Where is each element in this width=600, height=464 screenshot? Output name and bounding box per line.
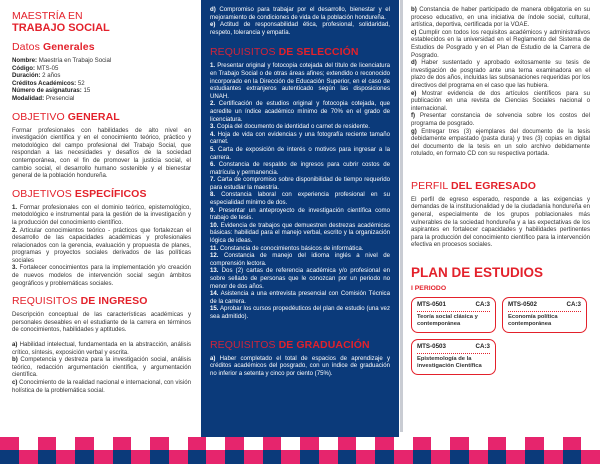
- course-name: Teoría social clásica y contemporánea: [417, 314, 478, 328]
- item-letter: a): [210, 354, 216, 362]
- item-letter: g): [411, 127, 417, 135]
- checker-square: [19, 437, 38, 450]
- checker-square: [244, 437, 263, 450]
- heading-light: OBJETIVOS: [12, 187, 75, 200]
- requisitos-graduacion-heading: [210, 339, 390, 351]
- item-number: 7.: [210, 176, 216, 184]
- datos-value: 15: [81, 87, 91, 95]
- checker-square: [169, 437, 188, 450]
- checker-square: [244, 450, 263, 464]
- item-number: 13.: [210, 267, 219, 275]
- requisito-graduacion-item: [411, 90, 590, 113]
- checker-square: [338, 450, 357, 464]
- item-number: 9.: [210, 206, 216, 214]
- item-letter: f): [411, 112, 416, 120]
- item-text: Constancia de respaldo de ingresos para cubrir costos de matrícula y permanencia.: [210, 161, 390, 176]
- item-number: 8.: [210, 191, 216, 199]
- heading-light: Datos: [12, 41, 43, 53]
- requisito-seleccion-item: [210, 176, 390, 191]
- checker-square: [319, 437, 338, 450]
- objetivo-general-text: Formar profesionales con habilidades de alto nivel en investigación científica y en el conocimiento teórico, práctico y metodológico del campo profesional del Trabajo Social, que respondan a las necesidades y desafíos de la sociedad contemporánea, con el fin de promover la justicia social, el cambio social, el desarrollo humano sostenible y el bienestar general de la población hondureña.: [12, 126, 191, 180]
- checker-square: [56, 450, 75, 464]
- item-text: Haber sustentado y aprobado exitosamente su tesis de investigación de posgrado ante una terna examinadora en el plazo de dos años, incluidas las subsanaciones requeridas por los directivos del programa en el caso que las hubiera.: [411, 59, 590, 89]
- checker-square: [206, 450, 225, 464]
- checker-square: [94, 437, 113, 450]
- heading-bold: DE GRADUACIÓN: [278, 338, 370, 351]
- heading-light: OBJETIVO: [12, 110, 68, 123]
- requisito-seleccion-item: [210, 191, 390, 206]
- course-credits: CA:3: [475, 343, 490, 351]
- item-text: Conocimiento de la realidad nacional e internacional, con visión holística de la problemática social.: [12, 379, 191, 394]
- item-number: 3.: [12, 264, 18, 272]
- checker-square: [394, 437, 413, 450]
- datos-item: [12, 72, 191, 80]
- datos-item: [12, 65, 191, 73]
- item-letter: c): [12, 379, 18, 386]
- requisito-seleccion-item: [210, 146, 390, 161]
- perfil-egresado-heading: [411, 180, 590, 192]
- checker-square: [338, 437, 357, 450]
- requisito-graduacion-item: [411, 6, 590, 29]
- item-number: 4.: [210, 130, 216, 138]
- requisito-seleccion-item: [210, 123, 390, 131]
- item-number: 5.: [210, 145, 216, 153]
- checker-square: [94, 450, 113, 464]
- checker-square: [300, 437, 319, 450]
- checker-square: [131, 450, 150, 464]
- course-credits: CA:3: [475, 301, 490, 309]
- item-number: 15.: [210, 305, 219, 313]
- item-text: Carta de compromiso sobre disponibilidad de tiempo requerido para estudiar la maestría.: [210, 176, 390, 191]
- item-text: Presentar original y fotocopia cotejada del título de licenciatura en Trabajo Social o de otras áreas afines; extendido o reconocido incorporado en la Dirección de Educación Superior, en el caso de estudiantes extranjeros autenticado según las disposiciones UNAH.: [210, 62, 390, 100]
- item-letter: c): [411, 28, 417, 36]
- title-line-1: MAESTRÍA EN: [12, 10, 83, 22]
- checker-square: [563, 437, 582, 450]
- checker-square: [488, 437, 507, 450]
- item-number: 3.: [210, 123, 216, 131]
- checker-square: [469, 437, 488, 450]
- requisito-seleccion-item: [210, 245, 390, 253]
- item-text: Presentar constancia de solvencia sobre los costos del programa de posgrado.: [411, 112, 590, 127]
- course-header: [417, 301, 490, 312]
- requisito-ingreso-item: [12, 341, 191, 356]
- item-number: 12.: [210, 252, 219, 260]
- datos-value: MTS-05: [35, 64, 59, 72]
- checker-row-top: [0, 437, 600, 450]
- item-number: 1.: [12, 203, 18, 211]
- heading-light: REQUISITOS: [12, 295, 81, 308]
- objetivo-general-heading: [12, 111, 191, 123]
- requisitos-seleccion-heading: [210, 46, 390, 58]
- checker-square: [281, 437, 300, 450]
- item-text: Copia del documento de identidad o carnet de residente.: [215, 123, 370, 131]
- checker-square: [356, 450, 375, 464]
- course-header: [417, 343, 490, 354]
- checker-square: [75, 450, 94, 464]
- checker-square: [356, 437, 375, 450]
- heading-light: REQUISITOS: [210, 338, 279, 351]
- item-text: Hoja de vida con evidencias y una fotografía reciente tamaño carnet.: [210, 130, 390, 146]
- datos-label: Código:: [12, 64, 36, 72]
- checker-square: [225, 437, 244, 450]
- course-card[interactable]: [411, 297, 496, 333]
- item-text: Mostrar evidencia de dos artículos científicos para su publicación en una revista de Ciencias Sociales nacional o internacional.: [411, 89, 590, 112]
- requisito-seleccion-item: [210, 207, 390, 222]
- checker-square: [188, 437, 207, 450]
- datos-value: 52: [76, 79, 85, 87]
- item-letter: b): [12, 356, 18, 364]
- checker-square: [431, 437, 450, 450]
- course-code: MTS-0503: [417, 343, 446, 351]
- checker-square: [188, 450, 207, 464]
- checker-square: [169, 450, 188, 464]
- item-text: Certificación de estudios original y fotocopia cotejada, que acredite un índice académico mínimo de 70% en el grado de licenciatura.: [210, 100, 390, 123]
- datos-label: Nombre:: [12, 57, 38, 64]
- datos-label: Número de asignaturas:: [12, 87, 82, 95]
- checker-square: [225, 450, 244, 464]
- requisito-seleccion-item: [210, 252, 390, 267]
- item-number: 14.: [210, 290, 219, 298]
- heading-light: PERFIL: [411, 179, 451, 192]
- requisito-ingreso-item: [210, 6, 390, 21]
- item-text: Constancia de haber participado de manera obligatoria en su proceso educativo, en una iniciativa de índole social, cultural, artística, deportiva, certificada por la VOAE.: [411, 6, 590, 29]
- checker-square: [206, 437, 225, 450]
- objetivos-especificos-heading: [12, 188, 191, 200]
- datos-label: Modalidad:: [12, 94, 45, 102]
- course-credits: CA:3: [566, 301, 581, 309]
- checker-square: [38, 437, 57, 450]
- requisito-graduacion-item: [411, 29, 590, 59]
- checker-square: [544, 450, 563, 464]
- item-text: Fortalecer conocimientos para la implementación y/o creación de nuevos modelos de intervención social según ámbitos geográficos y problemáticas sociales.: [12, 264, 191, 287]
- checker-square: [544, 437, 563, 450]
- checker-square: [413, 437, 432, 450]
- requisito-seleccion-item: [210, 131, 390, 146]
- item-text: Habilidad intelectual, fundamentada en la abstracción, análisis crítico, síntesis, exposición verbal y escrita.: [12, 341, 191, 356]
- item-text: Constancia de conocimientos básicos de informática.: [218, 244, 364, 252]
- checker-square: [281, 450, 300, 464]
- left-column: [0, 0, 201, 394]
- item-text: Cumplir con todos los requisitos académicos y administrativos establecidos en la universidad en el Reglamento del Sistema de Estudios de Posgrado y en el Plan de Estudio de la Carrera de Posgrado.: [411, 28, 590, 59]
- checker-square: [563, 450, 582, 464]
- datos-item: [12, 57, 191, 65]
- course-code: MTS-0502: [508, 301, 537, 309]
- checker-square: [113, 437, 132, 450]
- plan-estudios-title: PLAN DE ESTUDIOS: [411, 265, 544, 281]
- checker-square: [0, 437, 19, 450]
- checker-square: [375, 450, 394, 464]
- objetivo-especifico-item: [12, 227, 191, 265]
- requisito-graduacion-item: [411, 112, 590, 127]
- requisito-graduacion-item: [411, 59, 590, 89]
- requisito-seleccion-item: [210, 290, 390, 305]
- checker-square: [431, 450, 450, 464]
- requisito-seleccion-item: [210, 100, 390, 123]
- requisitos-ingreso-intro: Descripción conceptual de las características académicas y personales deseables en el estudiante de la carrera en términos de conocimientos, habilidades y aptitudes.: [12, 311, 191, 334]
- datos-label: Créditos Académicos:: [12, 79, 77, 87]
- item-text: Evidencia de trabajos que demuestren destrezas académicas básicas: habilidad para el manejo verbal, escrito y la organización lógica de ideas.: [210, 221, 390, 245]
- checker-square: [150, 437, 169, 450]
- checker-square: [450, 450, 469, 464]
- objetivo-especifico-item: [12, 204, 191, 227]
- perfil-egresado-text: El perfil de egreso esperado, responde a las exigencias y demandas de la institucionalidad y de la ciudadanía hondureña en general, especialmente de los grupos poblacionales más vulnerables de la sociedad hondureña y a las expectativas de los aspirantes en fortalecer capacidades y habilidades pertinentes para la producción del conocimiento científico para la intervención efectiva en procesos sociales.: [411, 195, 590, 249]
- course-card[interactable]: [411, 339, 496, 375]
- checker-row-bottom: [0, 450, 600, 464]
- checker-square: [506, 437, 525, 450]
- requisito-graduacion-item: [411, 128, 590, 158]
- requisito-seleccion-item: [210, 222, 390, 245]
- middle-panel: [201, 0, 399, 437]
- item-text: Articular conocimientos teórico - prácticos que fortalezcan el desarrollo de las capacidades académicas y profesionales relacionados con la gerencia, evaluación y propuesta de planes, programas y proyectos sociales derivados de las políticas sociales: [12, 226, 191, 264]
- checker-square: [488, 450, 507, 464]
- item-text: Aprobar los cursos propedéuticos del plan de estudio (una vez sea admitido).: [210, 305, 390, 320]
- right-column: [399, 0, 600, 432]
- item-letter: a): [12, 341, 18, 349]
- checkered-footer-pattern: [0, 437, 600, 464]
- item-letter: e): [210, 21, 216, 29]
- item-number: 2.: [12, 226, 18, 234]
- item-text: Actitud de responsabilidad ética, profesional, solidaridad, respeto, tolerancia y empatía.: [210, 21, 390, 36]
- heading-bold: Generales: [42, 41, 95, 53]
- title-line-2: TRABAJO SOCIAL: [12, 22, 110, 34]
- datos-label: Duración:: [12, 72, 41, 80]
- course-card[interactable]: [502, 297, 587, 333]
- heading-bold: ESPECÍFICOS: [74, 187, 147, 200]
- checker-square: [581, 450, 600, 464]
- item-letter: b): [411, 6, 417, 13]
- item-text: Asistencia a una entrevista presencial con Comisión Técnica de la carrera.: [210, 290, 390, 305]
- item-text: Presentar un anteproyecto de investigación científica como trabajo de tesis.: [210, 206, 390, 222]
- checker-square: [581, 437, 600, 450]
- requisito-seleccion-item: [210, 267, 390, 290]
- objetivo-especifico-item: [12, 264, 191, 287]
- item-letter: d): [411, 59, 417, 67]
- checker-square: [469, 450, 488, 464]
- checker-square: [506, 450, 525, 464]
- item-number: 2.: [210, 100, 216, 108]
- checker-square: [394, 450, 413, 464]
- requisito-ingreso-item: [210, 21, 390, 36]
- course-grid: [411, 297, 590, 377]
- checker-square: [19, 450, 38, 464]
- checker-square: [263, 437, 282, 450]
- checker-square: [300, 450, 319, 464]
- heading-bold: GENERAL: [67, 110, 120, 123]
- item-text: Compromiso para trabajar por el desarrollo, bienestar y el mejoramiento de condiciones de vida de la población hondureña.: [210, 6, 390, 21]
- checker-square: [413, 450, 432, 464]
- heading-bold: DEL EGRESADO: [451, 179, 537, 192]
- requisito-seleccion-item: [210, 62, 390, 100]
- requisito-ingreso-item: [12, 379, 191, 394]
- requisito-seleccion-item: [210, 305, 390, 320]
- item-text: Haber completado el total de espacios de aprendizaje y créditos académicos del posgrado, con un índice de graduación no inferior a setenta y cinco por ciento (75%).: [210, 354, 390, 377]
- checker-square: [525, 450, 544, 464]
- program-title: [12, 10, 191, 34]
- requisito-graduacion-item: [210, 355, 390, 378]
- requisito-ingreso-item: [12, 356, 191, 379]
- checker-square: [38, 450, 57, 464]
- datos-item: [12, 87, 191, 95]
- checker-square: [263, 450, 282, 464]
- heading-light: REQUISITOS: [210, 46, 279, 59]
- course-code: MTS-0501: [417, 301, 446, 309]
- checker-square: [113, 450, 132, 464]
- course-name: Economía política contemporánea: [508, 314, 558, 328]
- datos-value: 2 años: [40, 72, 61, 80]
- checker-square: [450, 437, 469, 450]
- datos-item: [12, 80, 191, 88]
- item-letter: e): [411, 89, 417, 97]
- requisitos-ingreso-heading: [12, 295, 191, 307]
- item-text: Constancia de manejo del idioma inglés a nivel de comprensión lectora.: [210, 252, 390, 267]
- checker-square: [525, 437, 544, 450]
- period-label: I PERIODO: [411, 285, 447, 293]
- item-number: 11.: [210, 244, 219, 252]
- datos-value: Maestría en Trabajo Social: [37, 57, 112, 64]
- item-text: Constancia laboral con experiencia profesional en su especialidad mínimo de dos.: [210, 191, 390, 207]
- heading-bold: DE INGRESO: [80, 295, 148, 308]
- checker-square: [375, 437, 394, 450]
- requisito-seleccion-item: [210, 161, 390, 176]
- item-letter: d): [210, 6, 216, 13]
- item-text: Competencia y destreza para la investigación social, análisis teórico, redacción argumentación científica, y argumentación científica.: [12, 356, 191, 379]
- item-number: 10.: [210, 221, 219, 229]
- checker-square: [131, 437, 150, 450]
- checker-square: [56, 437, 75, 450]
- item-number: 6.: [210, 161, 216, 169]
- datos-generales-heading: [12, 41, 191, 53]
- datos-value: Presencial: [44, 94, 75, 102]
- item-number: 1.: [210, 62, 216, 70]
- course-name: Epistemología de la investigación Científica: [417, 356, 482, 370]
- heading-bold: DE SELECCIÓN: [278, 46, 359, 59]
- item-text: Formar profesionales con el dominio teórico, epistemológico, metodológico e instrumental para la gestión de la investigación y la producción del conocimiento científico.: [12, 203, 191, 226]
- datos-generales-list: [12, 57, 191, 103]
- checker-square: [0, 450, 19, 464]
- datos-item: [12, 95, 191, 103]
- item-text: Carta de exposición de interés o motivos para ingresar a la carrera.: [210, 145, 390, 161]
- checker-square: [150, 450, 169, 464]
- item-text: Dos (2) cartas de referencia académica y/o profesional en sobre sellado de personas que le conozcan por un periodo no menor de dos años.: [210, 267, 390, 290]
- course-header: [508, 301, 581, 312]
- item-text: Entregar tres (3) ejemplares del documento de la tesis debidamente empastado (pasta dura) y tres (3) copias en digital del documento de la tesis en un solo archivo debidamente rotulado, en formato CD con su respectiva portada.: [411, 127, 590, 158]
- checker-square: [75, 437, 94, 450]
- checker-square: [319, 450, 338, 464]
